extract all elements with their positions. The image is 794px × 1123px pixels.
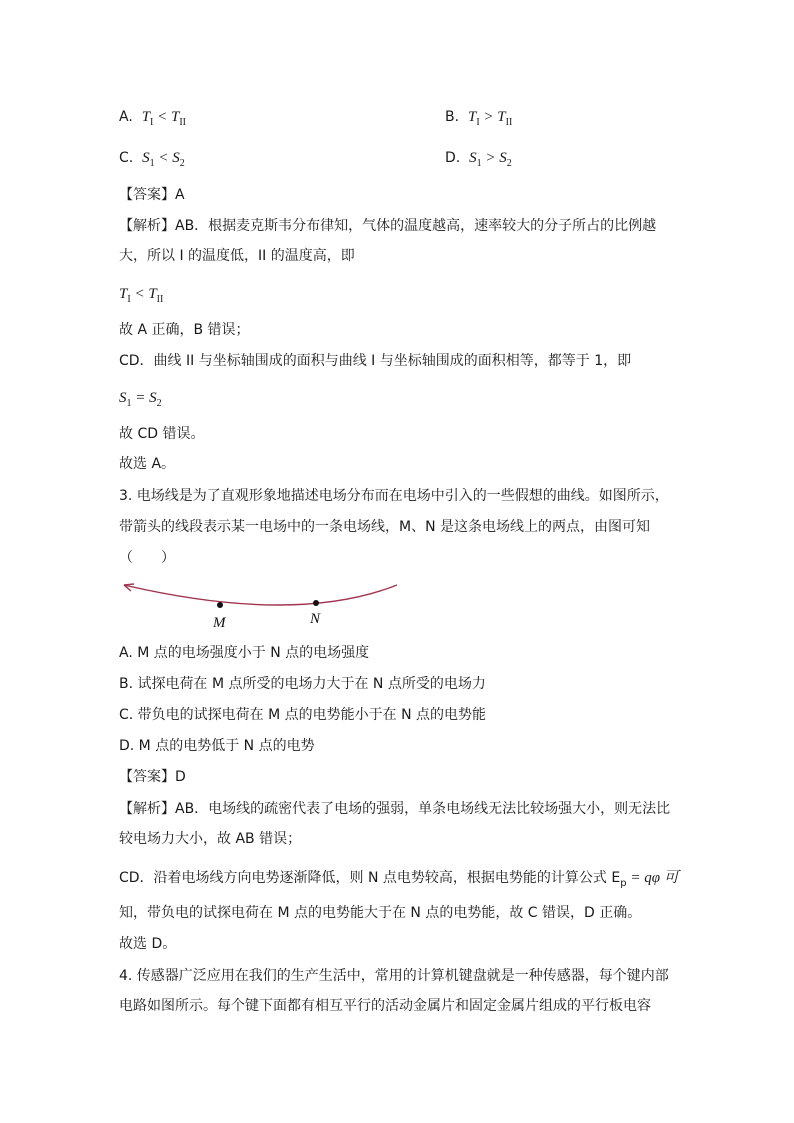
analysis-line: CD．曲线 II 与坐标轴围成的面积与曲线 I 与坐标轴围成的面积相等，都等于 1，即 — [119, 353, 632, 369]
math-expr: $S_1 < S_2$ — [142, 150, 185, 169]
option-a: A. M 点的电场强度小于 N 点的电场强度 — [119, 645, 370, 661]
point-m — [217, 602, 223, 608]
math-expr: $T_I < T_{II}$ — [141, 109, 187, 128]
question-stem: （ ） — [119, 550, 175, 566]
option-c: C. 带负电的试探电荷在 M 点的电势能小于在 N 点的电势能 — [119, 707, 487, 723]
analysis-line: 故选 D。 — [119, 936, 177, 952]
point-n — [313, 600, 319, 606]
answer-q2: 【答案】A — [119, 187, 185, 203]
math-expr: $S_1 > S_2$ — [469, 150, 512, 169]
field-line-curve — [124, 585, 397, 605]
analysis-line: 【解析】AB．电场线的疏密代表了电场的强弱，单条电场线无法比较场强大小，则无法比 — [119, 801, 671, 817]
answer-q3: 【答案】D — [119, 769, 186, 785]
analysis-line: 故 A 正确，B 错误； — [119, 322, 250, 338]
option-d: D. M 点的电势低于 N 点的电势 — [119, 738, 315, 754]
analysis-line: 较电场力大小，故 AB 错误； — [119, 831, 302, 847]
option-c: C. $S_1 < S_2$ — [119, 150, 185, 169]
analysis-line: 知，带负电的试探电荷在 M 点的电势能大于在 N 点的电势能，故 C 错误，D 正确。 — [119, 905, 642, 921]
option-d: D. $S_1 > S_2$ — [445, 150, 512, 169]
analysis-line: CD．沿着电场线方向电势逐渐降低，则 N 点电势较高，根据电势能的计算公式 $E_p = q\varphi$ 可 — [119, 870, 679, 889]
math-expr: $T_I > T_{II}$ — [467, 109, 513, 128]
question-stem: 4. 传感器广泛应用在我们的生产生活中，常用的计算机键盘就是一种传感器，每个键内部 — [119, 968, 669, 984]
question-stem: 带箭头的线段表示某一电场中的一条电场线，M、N 是这条电场线上的两点，由图可知 — [119, 519, 650, 535]
field-line-diagram — [110, 575, 410, 635]
option-a: A. $T_I < T_{II}$ — [119, 109, 187, 128]
option-b: B. 试探电荷在 M 点所受的电场力大于在 N 点所受的电场力 — [119, 676, 486, 692]
field-line-figure — [110, 575, 410, 639]
analysis-line: 故 CD 错误。 — [119, 426, 205, 442]
option-b: B. $T_I > T_{II}$ — [445, 109, 513, 128]
question-stem: 3. 电场线是为了直观形象地描述电场分布而在电场中引入的一些假想的曲线。如图所示， — [119, 488, 669, 504]
label-n: N — [310, 611, 321, 627]
equation-t: $T_I < T_{II}$ — [119, 286, 164, 305]
analysis-line: 【解析】AB．根据麦克斯韦分布律知，气体的温度越高，速率较大的分子所占的比例越 — [119, 218, 657, 234]
label-m: M — [213, 615, 226, 631]
equation-s: $S_1 = S_2$ — [119, 390, 162, 409]
question-stem: 电路如图所示。每个键下面都有相互平行的活动金属片和固定金属片组成的平行板电容 — [119, 998, 651, 1014]
analysis-line: 大，所以 I 的温度低，II 的温度高，即 — [119, 248, 355, 264]
analysis-line: 故选 A。 — [119, 456, 176, 472]
